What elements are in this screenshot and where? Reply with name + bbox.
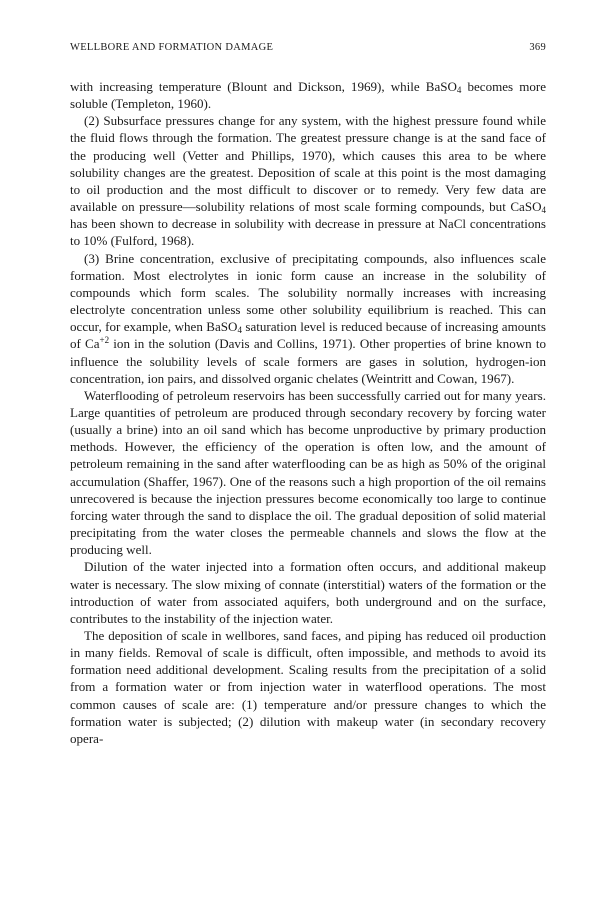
text-run: (2) Subsurface pressures change for any system, with the highest pressure found while the fluid flows through the formation. The greatest pressure change is at the sand face of the producing well (Vetter and Phillips, 1970), which causes this area to be where solubility changes are the greatest. Deposition of scale at this point is the most damaging to oil production and the most difficult to discover or to remedy. Very few data are available on pressure—solubility relations of most scale forming compounds, but CaSO [70, 113, 546, 215]
text-run: Waterflooding of petroleum reservoirs has been successfully carried out for many years. Large quantities of petroleum are produced through secondary recovery by forcing water (usually a brine) into an oil sand which has become unproductive by primary production methods. However, the efficiency of the operation is often low, and the amount of petroleum remaining in the sand after waterflooding can be as high as 50% of the original accumulation (Shaffer, 1967). One of the reasons such a high proportion of the oil remains unrecovered is because the injection pressures become economically too large to continue forcing water through the sand to displace the oil. The gradual deposition of solid material precipitating from the water closes the permeable channels and slows the flow at the producing well. [70, 387, 546, 558]
superscript: +2 [99, 335, 110, 346]
text-run: The deposition of scale in wellbores, sand faces, and piping has reduced oil production in many fields. Removal of scale is difficult, often impossible, and methods to avoid its formation need additional development. Scaling results from the precipitation of a solid from a formation water or from injection water in waterflood operations. The most common causes of scale are: (1) temperature and/or pressure changes to which the formation water is subjected; (2) dilution with makeup water (in secondary recovery opera- [70, 628, 546, 746]
paragraph [70, 250, 546, 387]
text-run: saturation level is reduced because of increasing amounts of Ca [70, 319, 546, 352]
paragraph [70, 627, 546, 747]
text-run: Dilution of the water injected into a formation often occurs, and additional makeup water is necessary. The slow mixing of connate (interstitial) waters of the formation or the introduction of water from associated aquifers, both underground and on the surface, contributes to the instability of the injection water. [70, 559, 546, 626]
text-run: with increasing temperature (Blount and Dickson, 1969), while BaSO [70, 79, 457, 94]
paragraph [70, 78, 546, 112]
text-run: becomes more soluble (Templeton, 1960). [70, 79, 546, 112]
body-text [70, 78, 546, 747]
text-run: has been shown to decrease in solubility with decrease in pressure at NaCl concentrations to 10% (Fulford, 1968). [70, 216, 546, 249]
paragraph [70, 112, 546, 249]
running-header [70, 42, 546, 58]
text-run: (3) Brine concentration, exclusive of precipitating compounds, also influences scale formation. Most electrolytes in ionic form cause an increase in the solubility of compounds which form scales. The solubility normally increases with increasing electrolyte concentration unless some other solubility equilibrium is reached. This can occur, for example, when BaSO [70, 250, 546, 335]
running-title: WELLBORE AND FORMATION DAMAGE [70, 42, 274, 53]
text-run: ion in the solution (Davis and Collins, 1971). Other properties of brine known to influence the solubility levels of scale formers are gases in solution, hydrogen-ion concentration, ion pairs, and dissolved organic chelates (Weintritt and Cowan, 1967). [70, 336, 546, 386]
paragraph [70, 558, 546, 627]
subscript: 4 [237, 325, 242, 336]
subscript: 4 [456, 85, 462, 95]
page-number: 369 [529, 42, 546, 53]
paragraph [70, 387, 546, 559]
subscript: 4 [541, 205, 546, 216]
